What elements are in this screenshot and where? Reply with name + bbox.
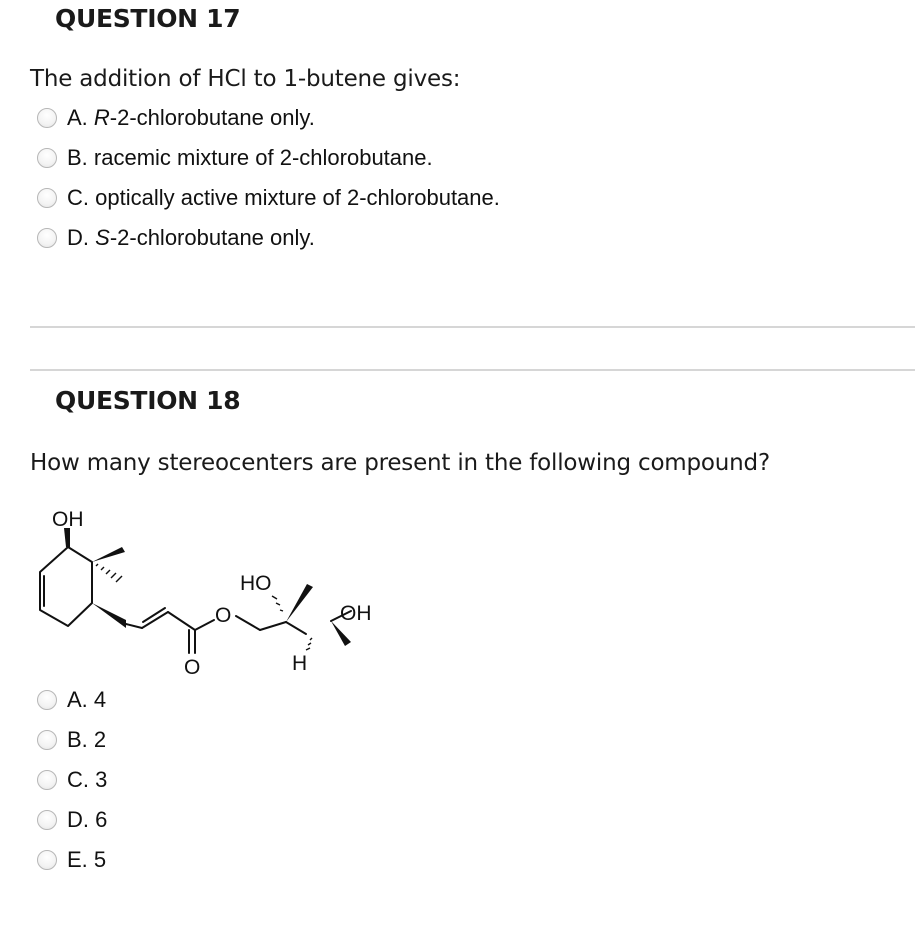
option-text: B. 2 <box>67 727 107 752</box>
q17-option-d[interactable] <box>37 222 315 254</box>
q18-option-c[interactable] <box>37 764 107 796</box>
option-text: A. 4 <box>67 687 107 712</box>
question-18-text: How many stereocenters are present in the following compound? <box>30 450 770 476</box>
q17-option-b[interactable] <box>37 142 433 174</box>
chemical-structure <box>30 500 410 690</box>
option-text: D. 6 <box>67 807 108 832</box>
oxygen-label: O <box>215 604 232 627</box>
option-letter: C. <box>67 185 96 210</box>
question-divider <box>30 369 915 371</box>
question-17-text: The addition of HCl to 1-butene gives: <box>30 66 461 92</box>
h-label: H <box>292 652 308 675</box>
radio-button[interactable] <box>37 228 57 248</box>
option-text: -2-chlorobutane only. <box>109 105 315 130</box>
radio-button[interactable] <box>37 690 57 710</box>
oh-label: OH <box>52 508 84 531</box>
q17-option-a[interactable] <box>37 102 315 134</box>
q18-option-b[interactable] <box>37 724 106 756</box>
q18-option-a[interactable] <box>37 684 106 716</box>
q17-option-c[interactable] <box>37 182 500 214</box>
ho-label: HO <box>240 572 272 595</box>
option-text: C. 3 <box>67 767 108 792</box>
radio-button[interactable] <box>37 810 57 830</box>
q18-option-e[interactable] <box>37 844 106 876</box>
radio-button[interactable] <box>37 770 57 790</box>
oxygen-label: O <box>184 656 201 679</box>
radio-button[interactable] <box>37 730 57 750</box>
option-text: E. 5 <box>67 847 107 872</box>
option-text: optically active mixture of 2-chlorobutane. <box>95 185 500 210</box>
option-italic: S <box>95 225 110 250</box>
oh-label: OH <box>340 602 372 625</box>
question-divider <box>30 326 915 328</box>
question-18-title: QUESTION 18 <box>55 386 241 415</box>
option-text: racemic mixture of 2-chlorobutane. <box>93 145 433 170</box>
radio-button[interactable] <box>37 148 57 168</box>
question-17-title: QUESTION 17 <box>55 4 241 33</box>
option-text: -2-chlorobutane only. <box>109 225 315 250</box>
option-italic: R <box>93 105 110 130</box>
q18-option-d[interactable] <box>37 804 107 836</box>
option-letter: B. <box>67 145 94 170</box>
radio-button[interactable] <box>37 850 57 870</box>
radio-button[interactable] <box>37 108 57 128</box>
option-letter: D. <box>67 225 96 250</box>
option-letter: A. <box>67 105 94 130</box>
radio-button[interactable] <box>37 188 57 208</box>
